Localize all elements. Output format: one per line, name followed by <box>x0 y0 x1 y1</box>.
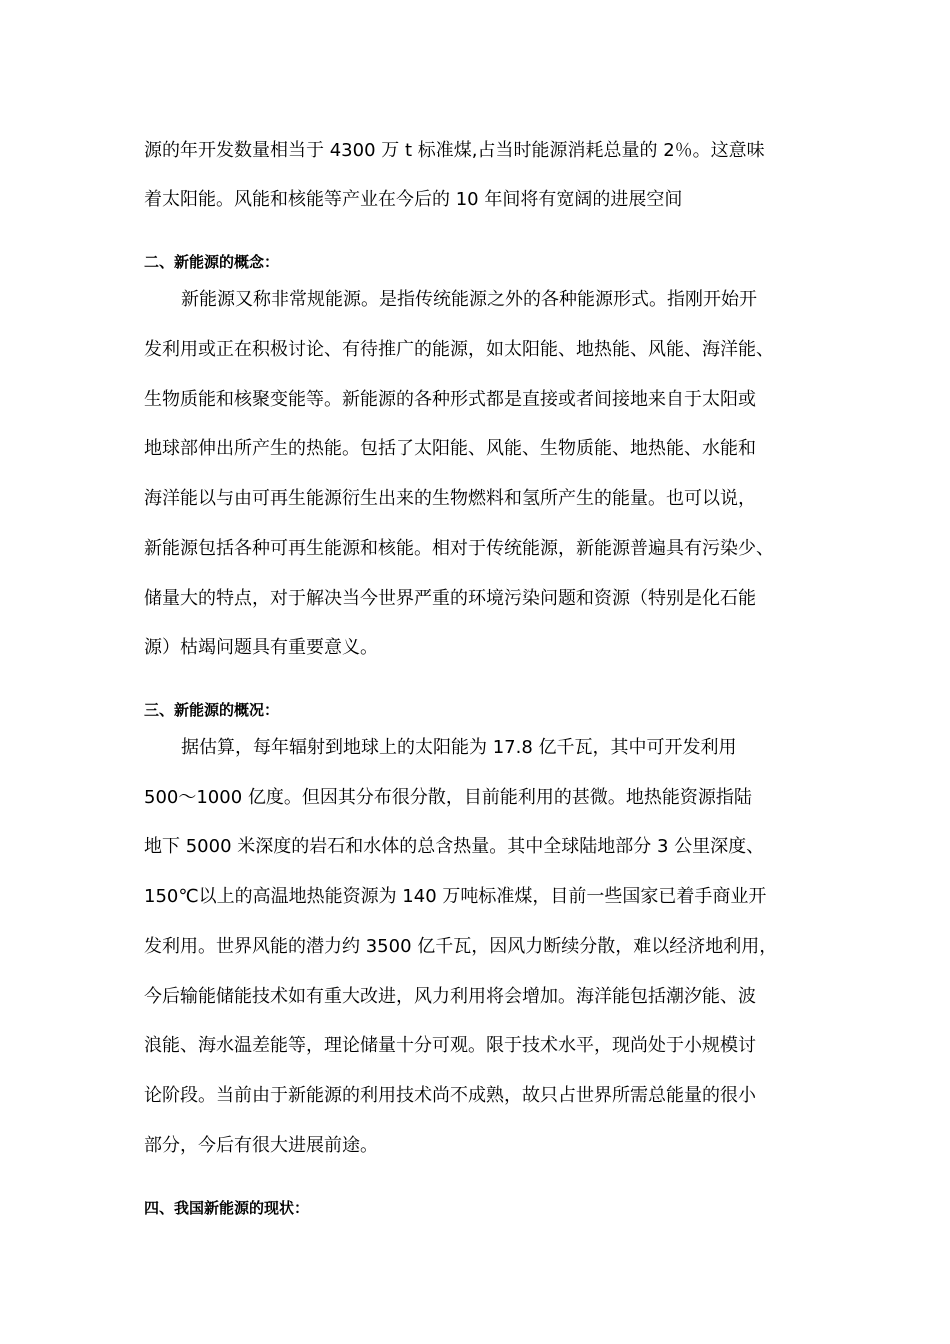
overview-line-3: 地下 5000 米深度的岩石和水体的总含热量。其中全球陆地部分 3 公里深度、 <box>144 836 765 857</box>
overview-line-2: 500～1000 亿度。但因其分布很分散，目前能利用的甚微。地热能资源指陆 <box>144 787 752 808</box>
intro-line-2: 着太阳能。风能和核能等产业在今后的 10 年间将有宽阔的进展空间 <box>144 189 683 210</box>
overview-line-1: 据估算，每年辐射到地球上的太阳能为 17.8 亿千瓦，其中可开发利用 <box>181 737 737 758</box>
concept-line-5: 海洋能以与由可再生能源衍生出来的生物燃料和氢所产生的能量。也可以说， <box>144 488 756 509</box>
overview-line-9: 部分，今后有很大进展前途。 <box>144 1135 378 1156</box>
overview-line-8: 论阶段。当前由于新能源的利用技术尚不成熟，故只占世界所需总能量的很小 <box>144 1085 756 1106</box>
concept-line-7: 储量大的特点，对于解决当今世界严重的环境污染问题和资源（特别是化石能 <box>144 588 756 609</box>
concept-line-4: 地球部伸出所产生的热能。包括了太阳能、风能、生物质能、地热能、水能和 <box>144 438 756 459</box>
overview-line-6: 今后输能储能技术如有重大改进，风力利用将会增加。海洋能包括潮汐能、波 <box>144 986 756 1007</box>
section-heading-china-status: 四、我国新能源的现状： <box>144 1199 310 1217</box>
overview-line-7: 浪能、海水温差能等，理论储量十分可观。限于技术水平，现尚处于小规模讨 <box>144 1035 756 1056</box>
concept-line-6: 新能源包括各种可再生能源和核能。相对于传统能源，新能源普遍具有污染少、 <box>144 538 774 559</box>
intro-line-1: 源的年开发数量相当于 4300 万 t 标准煤,占当时能源消耗总量的 2％。这意味 <box>144 140 765 161</box>
concept-line-8: 源）枯竭问题具有重要意义。 <box>144 637 378 658</box>
section-heading-overview: 三、新能源的概况： <box>144 701 280 719</box>
overview-line-4: 150℃以上的高温地热能资源为 140 万吨标准煤，目前一些国家已着手商业开 <box>144 886 767 907</box>
overview-line-5: 发利用。世界风能的潜力约 3500 亿千瓦，因风力断续分散，难以经济地利用， <box>144 936 778 957</box>
concept-line-1: 新能源又称非常规能源。是指传统能源之外的各种能源形式。指刚开始开 <box>181 289 757 310</box>
concept-line-2: 发利用或正在积极讨论、有待推广的能源，如太阳能、地热能、风能、海洋能、 <box>144 339 774 360</box>
section-heading-concept: 二、新能源的概念： <box>144 253 280 271</box>
concept-line-3: 生物质能和核聚变能等。新能源的各种形式都是直接或者间接地来自于太阳或 <box>144 389 756 410</box>
